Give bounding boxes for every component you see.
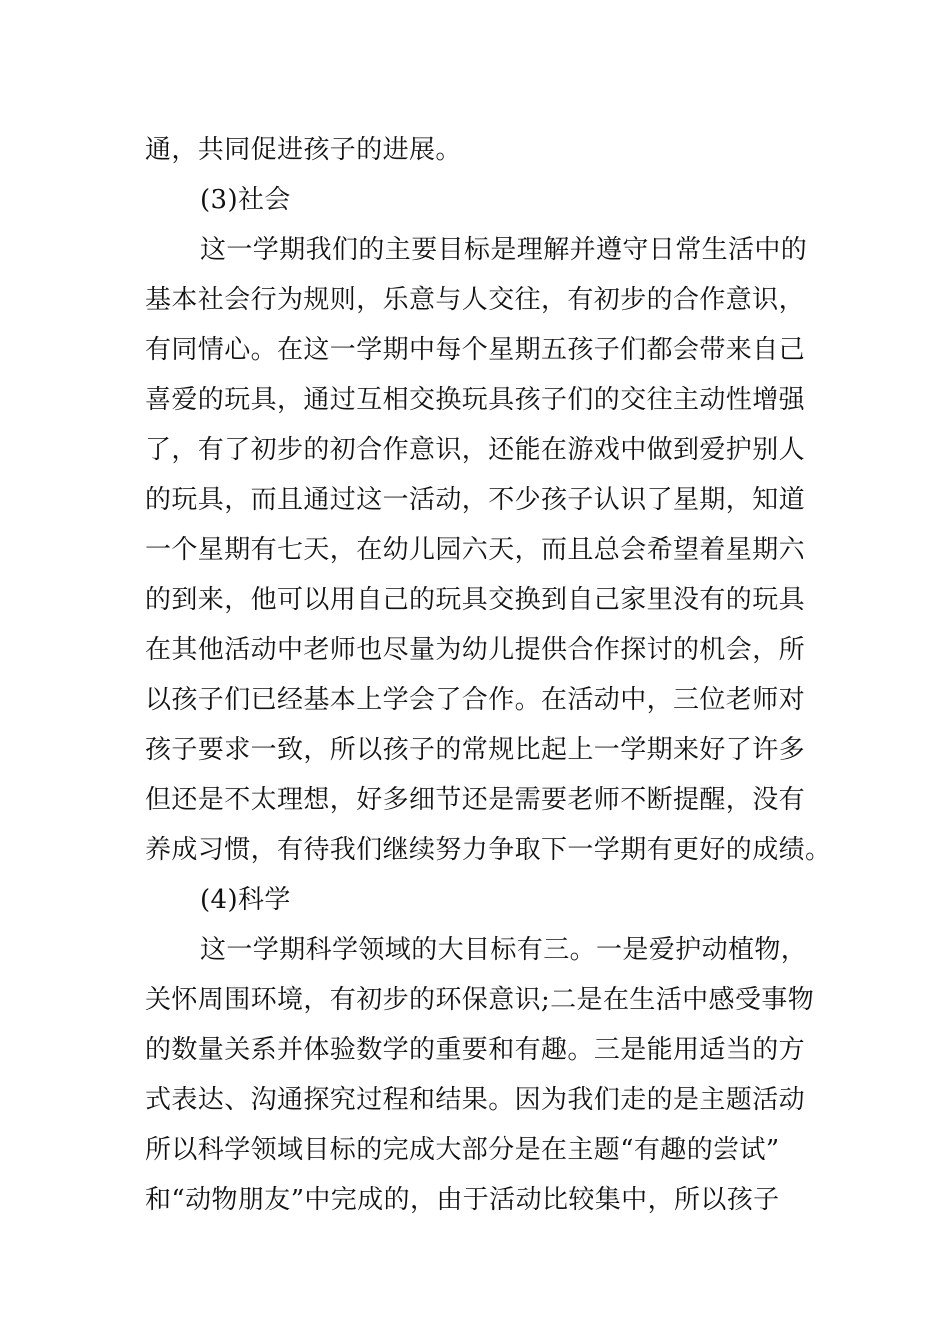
- text-line: 关怀周围环境，有初步的环保意识;二是在生活中感受事物: [145, 985, 815, 1015]
- text-line: 的数量关系并体验数学的重要和有趣。三是能用适当的方: [145, 1035, 806, 1065]
- text-line: 了，有了初步的初合作意识，还能在游戏中做到爱护别人: [145, 435, 806, 465]
- text-line: 的到来，他可以用自己的玩具交换到自己家里没有的玩具: [145, 585, 806, 615]
- text-line: 通，共同促进孩子的进展。: [145, 135, 462, 165]
- text-line: 和“动物朋友”中完成的，由于活动比较集中，所以孩子: [145, 1185, 780, 1215]
- paragraph-start: 这一学期科学领域的大目标有三。一是爱护动植物，: [200, 935, 808, 965]
- text-line: 有同情心。在这一学期中每个星期五孩子们都会带来自己: [145, 335, 806, 365]
- text-line: 但还是不太理想，好多细节还是需要老师不断提醒，没有: [145, 785, 806, 815]
- text-line: 在其他活动中老师也尽量为幼儿提供合作探讨的机会，所: [145, 635, 806, 665]
- text-line: 以孩子们已经基本上学会了合作。在活动中，三位老师对: [145, 685, 806, 715]
- section-heading-social: (3)社会: [200, 185, 291, 215]
- text-line: 式表达、沟通探究过程和结果。因为我们走的是主题活动: [145, 1085, 806, 1115]
- text-line: 所以科学领域目标的完成大部分是在主题“有趣的尝试”: [145, 1135, 780, 1165]
- paragraph-start: 这一学期我们的主要目标是理解并遵守日常生活中的: [200, 235, 808, 265]
- text-line: 喜爱的玩具，通过互相交换玩具孩子们的交往主动性增强: [145, 385, 806, 415]
- section-heading-science: (4)科学: [200, 885, 291, 915]
- text-line: 养成习惯，有待我们继续努力争取下一学期有更好的成绩。: [145, 835, 832, 865]
- text-line: 一个星期有七天，在幼儿园六天，而且总会希望着星期六: [145, 535, 806, 565]
- text-line: 的玩具，而且通过这一活动，不少孩子认识了星期，知道: [145, 485, 806, 515]
- text-line: 孩子要求一致，所以孩子的常规比起上一学期来好了许多: [145, 735, 806, 765]
- text-line: 基本社会行为规则，乐意与人交往，有初步的合作意识，: [145, 285, 806, 315]
